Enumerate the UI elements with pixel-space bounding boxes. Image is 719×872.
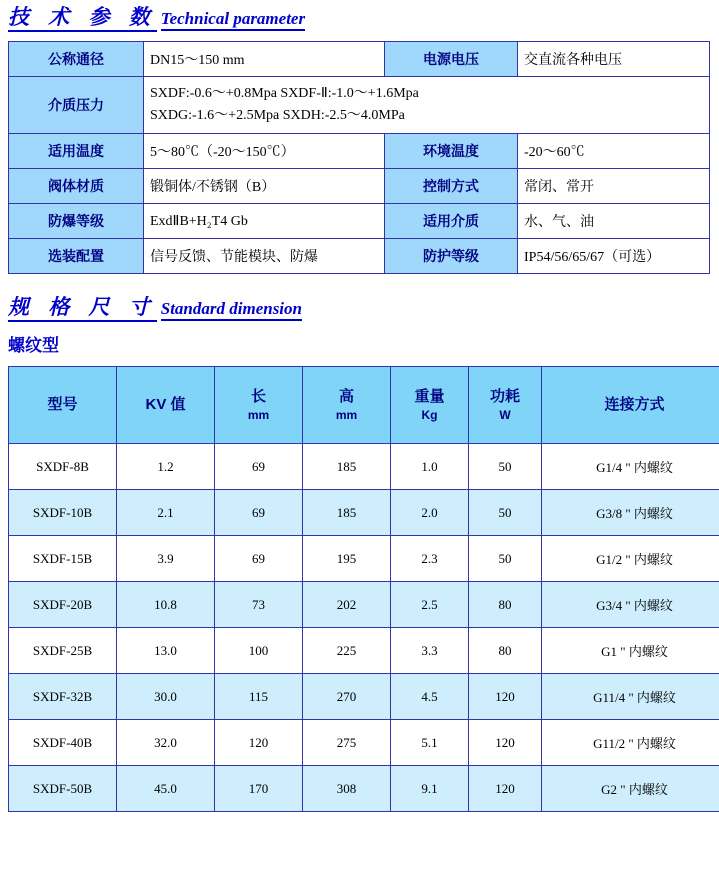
param-label: 适用温度 (9, 134, 144, 169)
technical-parameter-table (8, 41, 710, 274)
cell-power: 80 (469, 582, 542, 628)
cell-connection: G1 " 内螺纹 (542, 628, 719, 674)
column-header-kv (117, 367, 215, 444)
cell-length: 69 (215, 444, 303, 490)
header-title: 重量 (414, 387, 445, 405)
header-title: KV 值 (145, 396, 186, 414)
cell-length: 100 (215, 628, 303, 674)
header-title: 长 (250, 387, 266, 405)
table-row (9, 134, 710, 169)
param-value: 5～80℃（-20～150℃） (144, 134, 385, 169)
cell-length: 120 (215, 720, 303, 766)
cell-weight: 5.1 (391, 720, 469, 766)
column-header-power (469, 367, 542, 444)
cell-kv: 13.0 (117, 628, 215, 674)
cell-model: SXDF-32B (9, 674, 117, 720)
cell-length: 115 (215, 674, 303, 720)
table-row (9, 628, 719, 674)
standard-heading-cn: 规 格 尺 寸 (8, 296, 157, 322)
cell-length: 69 (215, 490, 303, 536)
param-value: -20～60℃ (518, 134, 710, 169)
param-label: 选装配置 (9, 239, 144, 274)
cell-power: 50 (469, 490, 542, 536)
cell-length: 170 (215, 766, 303, 812)
cell-power: 120 (469, 720, 542, 766)
cell-length: 69 (215, 536, 303, 582)
cell-height: 308 (303, 766, 391, 812)
param-value-line: SXDG:-1.6～+2.5Mpa SXDH:-2.5～4.0MPa (150, 108, 405, 124)
param-value: 交直流各种电压 (518, 42, 710, 77)
header-title: 高 (338, 387, 354, 405)
param-value: 常闭、常开 (518, 169, 710, 204)
table-header-row (9, 367, 719, 444)
cell-model: SXDF-40B (9, 720, 117, 766)
param-label: 介质压力 (9, 77, 144, 134)
cell-length: 73 (215, 582, 303, 628)
param-value: ExdⅡB+H₂T4 Gb (144, 204, 385, 239)
column-header-model (9, 367, 117, 444)
cell-model: SXDF-10B (9, 490, 117, 536)
cell-height: 225 (303, 628, 391, 674)
header-title: 功耗 (489, 387, 520, 405)
standard-dimension-heading (0, 296, 719, 322)
cell-kv: 10.8 (117, 582, 215, 628)
table-row (9, 582, 719, 628)
cell-power: 50 (469, 444, 542, 490)
header-title: 型号 (47, 396, 78, 414)
cell-height: 185 (303, 490, 391, 536)
param-label: 环境温度 (385, 134, 518, 169)
standard-heading-en: Standard dimension (161, 299, 302, 321)
cell-model: SXDF-20B (9, 582, 117, 628)
table-row (9, 766, 719, 812)
param-label: 防爆等级 (9, 204, 144, 239)
param-value: 水、气、油 (518, 204, 710, 239)
dimension-table (8, 366, 719, 812)
param-label: 电源电压 (385, 42, 518, 77)
cell-weight: 9.1 (391, 766, 469, 812)
table-row (9, 204, 710, 239)
param-label: 阀体材质 (9, 169, 144, 204)
cell-connection: G3/4 " 内螺纹 (542, 582, 719, 628)
cell-connection: G3/8 " 内螺纹 (542, 490, 719, 536)
cell-weight: 1.0 (391, 444, 469, 490)
header-unit: mm (335, 408, 358, 423)
cell-connection: G11/4 " 内螺纹 (542, 674, 719, 720)
param-value: DN15～150 mm (144, 42, 385, 77)
cell-weight: 2.3 (391, 536, 469, 582)
thread-type-subheading: 螺纹型 (8, 336, 59, 356)
header-unit: W (499, 408, 511, 423)
param-label: 控制方式 (385, 169, 518, 204)
table-row (9, 536, 719, 582)
cell-power: 120 (469, 674, 542, 720)
column-header-height (303, 367, 391, 444)
technical-heading-en: Technical parameter (161, 9, 305, 31)
table-row (9, 444, 719, 490)
cell-power: 50 (469, 536, 542, 582)
cell-weight: 2.5 (391, 582, 469, 628)
cell-height: 202 (303, 582, 391, 628)
cell-weight: 3.3 (391, 628, 469, 674)
cell-connection: G1/4 " 内螺纹 (542, 444, 719, 490)
column-header-length (215, 367, 303, 444)
technical-parameter-heading (0, 6, 719, 32)
cell-height: 275 (303, 720, 391, 766)
param-value-multiline (144, 77, 710, 134)
column-header-weight (391, 367, 469, 444)
cell-connection: G1/2 " 内螺纹 (542, 536, 719, 582)
cell-weight: 4.5 (391, 674, 469, 720)
table-row (9, 42, 710, 77)
cell-kv: 3.9 (117, 536, 215, 582)
header-title: 连接方式 (604, 396, 665, 414)
cell-model: SXDF-8B (9, 444, 117, 490)
cell-height: 270 (303, 674, 391, 720)
header-unit: Kg (421, 408, 438, 423)
header-unit: mm (247, 408, 270, 423)
table-row (9, 239, 710, 274)
cell-kv: 2.1 (117, 490, 215, 536)
cell-connection: G11/2 " 内螺纹 (542, 720, 719, 766)
cell-kv: 32.0 (117, 720, 215, 766)
cell-model: SXDF-25B (9, 628, 117, 674)
cell-model: SXDF-15B (9, 536, 117, 582)
param-value-line: SXDF:-0.6～+0.8Mpa SXDF-Ⅱ:-1.0～+1.6Mpa (150, 86, 419, 102)
cell-power: 120 (469, 766, 542, 812)
param-label: 适用介质 (385, 204, 518, 239)
table-row (9, 720, 719, 766)
technical-heading-cn: 技 术 参 数 (8, 6, 157, 32)
cell-weight: 2.0 (391, 490, 469, 536)
param-label: 公称通径 (9, 42, 144, 77)
cell-kv: 45.0 (117, 766, 215, 812)
param-label: 防护等级 (385, 239, 518, 274)
table-row (9, 77, 710, 134)
table-row (9, 490, 719, 536)
cell-kv: 1.2 (117, 444, 215, 490)
cell-height: 185 (303, 444, 391, 490)
param-value: IP54/56/65/67（可选） (518, 239, 710, 274)
cell-height: 195 (303, 536, 391, 582)
param-value: 锻铜体/不锈钢（B） (144, 169, 385, 204)
cell-power: 80 (469, 628, 542, 674)
param-value: 信号反馈、节能模块、防爆 (144, 239, 385, 274)
table-row (9, 674, 719, 720)
cell-connection: G2 " 内螺纹 (542, 766, 719, 812)
cell-kv: 30.0 (117, 674, 215, 720)
table-row (9, 169, 710, 204)
column-header-connection (542, 367, 719, 444)
cell-model: SXDF-50B (9, 766, 117, 812)
